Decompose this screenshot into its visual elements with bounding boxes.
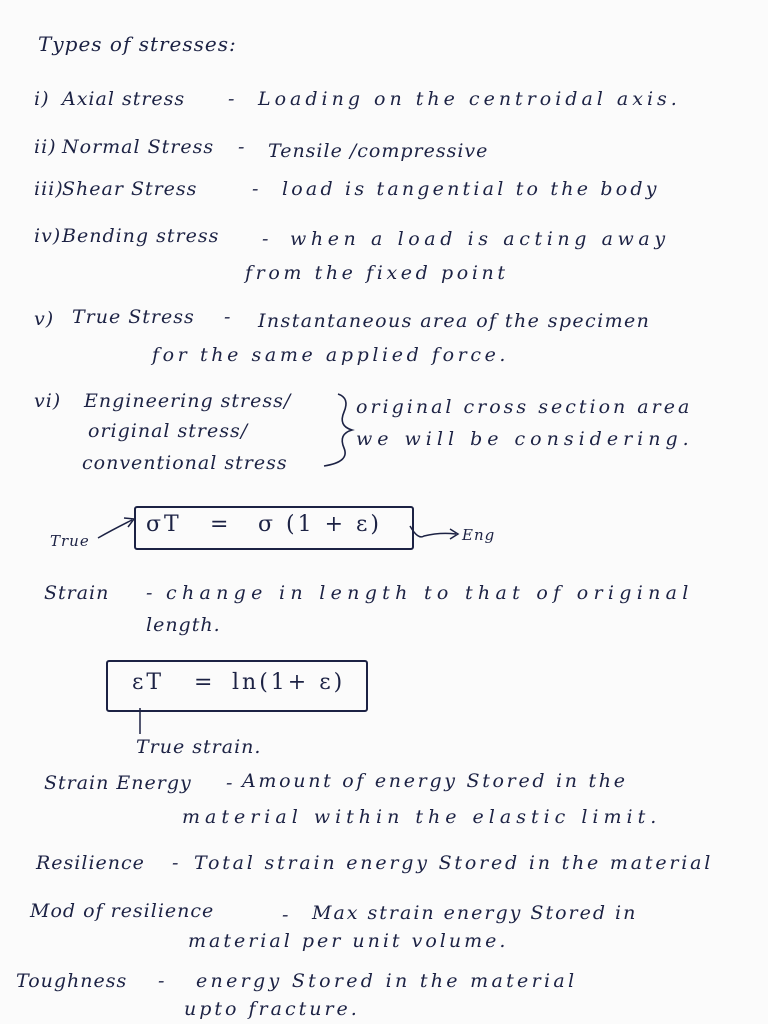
item-dash: - (238, 136, 246, 158)
formula-right-label: Eng (462, 526, 496, 544)
definition-description-continued: upto fracture. (184, 998, 360, 1020)
formula-left-label: True (50, 532, 90, 550)
formula-rhs: ln(1+ ε) (232, 670, 346, 695)
item-number: iv) (34, 225, 62, 247)
item-dash: - (224, 306, 232, 328)
definition-dash: - (172, 852, 180, 874)
definition-description-continued: length. (146, 614, 221, 636)
definition-description-continued: material per unit volume. (188, 930, 509, 952)
item-term: original stress/ (88, 420, 249, 442)
definition-term: Toughness (16, 970, 128, 992)
definition-description: Amount of energy Stored in the (242, 770, 628, 792)
item-term: Engineering stress/ (84, 390, 292, 412)
page-title: Types of stresses: (38, 32, 237, 56)
definition-term: Strain Energy (44, 772, 192, 794)
definition-term: Mod of resilience (30, 900, 215, 922)
item-number: i) (34, 88, 50, 110)
formula-rhs: σ (1 + ε) (258, 512, 382, 537)
item-description-continued: from the fixed point (245, 262, 509, 284)
formula-equals: = (194, 670, 216, 695)
definition-dash: - (226, 772, 234, 794)
item-description: original cross section area (356, 396, 693, 418)
item-description: Tensile /compressive (268, 140, 489, 162)
definition-dash: - (146, 582, 154, 604)
item-dash: - (252, 178, 260, 200)
item-dash: - (262, 228, 270, 250)
definition-dash: - (158, 970, 166, 992)
definition-description: change in length to that of original (166, 582, 694, 604)
item-description: Instantaneous area of the specimen (258, 310, 651, 332)
item-description: load is tangential to the body (282, 178, 660, 200)
item-term: Axial stress (62, 88, 186, 110)
item-term: Shear Stress (62, 178, 198, 200)
item-term: Normal Stress (62, 136, 215, 158)
item-description-continued: we will be considering. (356, 428, 694, 450)
item-term: True Stress (72, 306, 195, 328)
item-number: iii) (34, 178, 64, 200)
definition-term: Resilience (36, 852, 145, 874)
formula-label: True strain. (136, 736, 262, 758)
formula-lhs: εT (132, 670, 165, 695)
item-description: when a load is acting away (290, 228, 670, 250)
item-number: ii) (34, 136, 57, 158)
item-dash: - (228, 88, 236, 110)
item-description-continued: for the same applied force. (152, 344, 510, 366)
item-number: v) (34, 308, 55, 330)
formula-equals: = (210, 512, 232, 537)
item-term: Bending stress (62, 225, 220, 247)
formula-lhs: σT (146, 512, 182, 537)
definition-dash: - (282, 904, 290, 926)
definition-description: Max strain energy Stored in (312, 902, 638, 924)
definition-description: energy Stored in the material (196, 970, 578, 992)
item-term: conventional stress (82, 452, 288, 474)
item-description: Loading on the centroidal axis. (258, 88, 681, 110)
definition-description: Total strain energy Stored in the material (194, 852, 714, 874)
definition-term: Strain (44, 582, 110, 604)
item-number: vi) (34, 390, 62, 412)
definition-description-continued: material within the elastic limit. (182, 806, 662, 828)
